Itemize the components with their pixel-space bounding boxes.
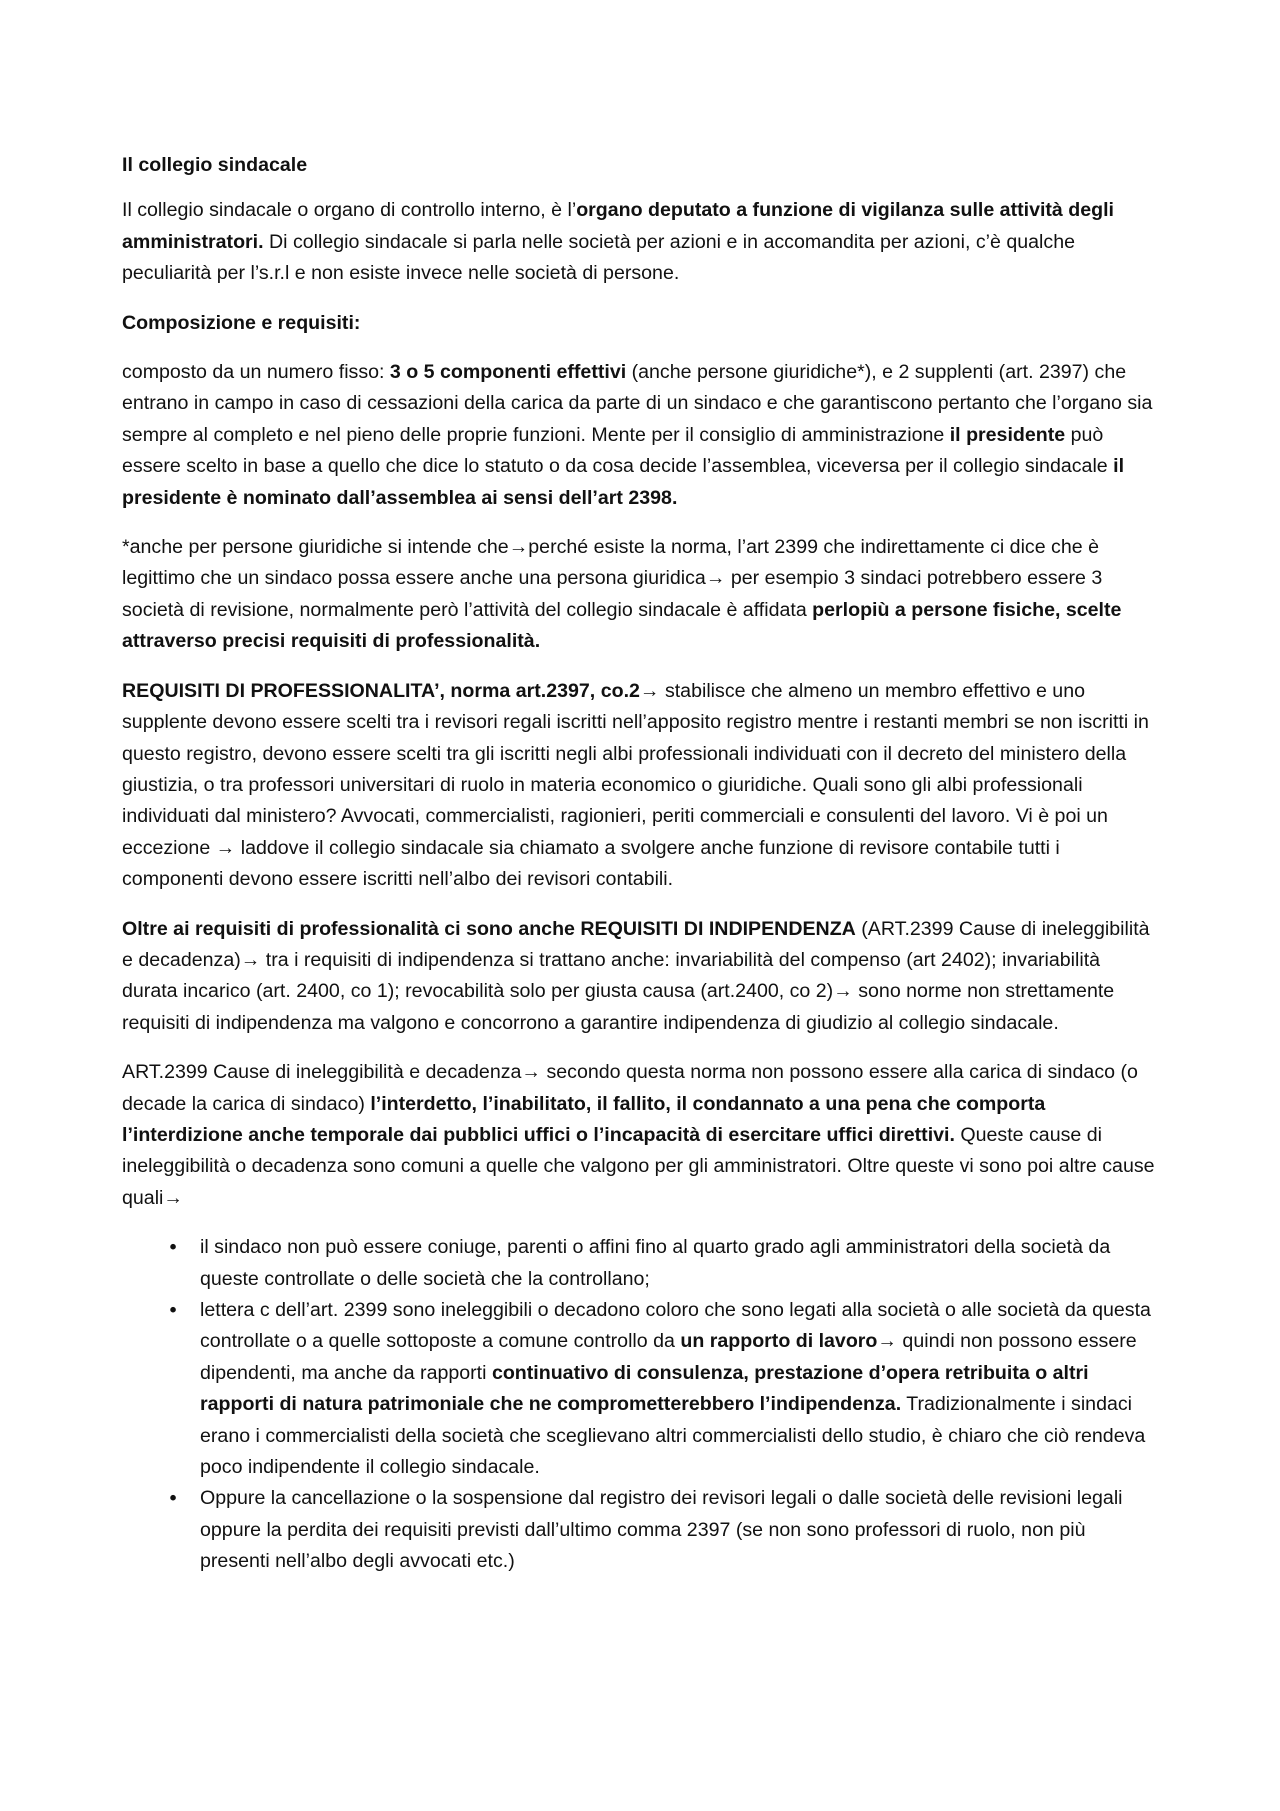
paragraph-composizione [122, 357, 1160, 514]
text-run: il sindaco non può essere coniuge, parenti o affini fino al quarto grado agli amministratori della società da queste controllate o delle società che la controllano; [200, 1236, 1111, 1290]
text-run: → quindi non possono essere dipendenti, ma anche da rapporti [200, 1330, 1137, 1384]
paragraph-ineleggibilita [122, 1057, 1160, 1214]
text-run: Oppure la cancellazione o la sospensione dal registro dei revisori legali o dalle società delle revisioni legali oppure la perdita dei requisiti previsti dall’ultimo comma 2397 (se non sono professori di ruolo, non più presenti nell’albo degli avvocati etc.) [200, 1487, 1123, 1573]
text-run: Queste cause di ineleggibilità o decadenza sono comuni a quelle che valgono per gli amministratori. Oltre queste vi sono poi altre cause quali→ [122, 1123, 1155, 1209]
bold-run: il presidente [949, 423, 1066, 446]
bullet-list [122, 1232, 1160, 1577]
bold-run: organo deputato a funzione di vigilanza sulle attività degli amministratori. [122, 199, 1114, 253]
bullet-icon: • [169, 1299, 177, 1321]
text-run: Il collegio sindacale o organo di controllo interno, è l’ [122, 199, 577, 222]
text-run: (anche persone giuridiche*), e 2 supplenti (art. 2397) che entrano in campo in caso di cessazioni della carica da parte di un sindaco e che garantiscono pertanto che l’organo sia sempre al completo e nel pieno delle proprie funzioni. Mente per il consiglio di amministrazione [122, 361, 1153, 446]
bold-run: continuativo di consulenza, prestazione d’opera retribuita o altri rapporti di natura patrimoniale che ne comprometterebbero l’indipendenza. [200, 1361, 1089, 1416]
bold-run: 3 o 5 componenti effettivi [389, 361, 627, 384]
paragraph-professionalita [122, 676, 1160, 896]
page-title: Il collegio sindacale [122, 154, 308, 176]
paragraph-intro [122, 195, 1160, 289]
bold-run: REQUISITI DI PROFESSIONALITA’, norma art.2397, co.2→ [122, 679, 660, 702]
text-run: *anche per persone giuridiche si intende che→perché esiste la norma, l’art 2399 che indirettamente ci dice che è legittimo che un sindaco possa essere anche una persona giuridica→ per esempio 3 sindaci potrebbero essere 3 società di revisione, normalmente però l’attività del collegio sindacale è affidata [122, 536, 1103, 621]
text-run: (ART.2399 Cause di ineleggibilità e decadenza)→ tra i requisiti di indipendenza si trattano anche: invariabilità del compenso (art 2402); invariabilità durata incarico (art. 2400, co 1); revocabilità solo per giusta causa (art.2400, co 2)→ sono norme non strettamente requisiti di indipendenza ma valgono e concorrono a garantire indipendenza di giudizio al collegio sindacale. [122, 917, 1150, 1034]
text-run: può essere scelto in base a quello che dice lo statuto o da cosa decide l’assemblea, viceversa per il collegio sindacale [122, 423, 1114, 478]
text-run: Di collegio sindacale si parla nelle società per azioni e in accomandita per azioni, c’è qualche peculiarità per l’s.r.l e non esiste invece nelle società di persone. [122, 230, 1075, 285]
text-run: stabilisce che almeno un membro effettivo e uno supplente devono essere scelti tra i revisori regali iscritti nell’apposito registro mentre i restanti membri se non iscritti in questo registro, devono essere scelti tra gli iscritti negli albi professionali individuati con il decreto del ministero della giustizia, o tra professori universitari di ruolo in materia economico o giuridiche. Quali sono gli albi professionali individuati dal ministero? Avvocati, commercialisti, ragionieri, periti commerciali e consulenti del lavoro. Vi è poi un eccezione → laddove il collegio sindacale sia chiamato a svolgere anche funzione di revisore contabile tutti i componenti devono essere iscritti nell’albo dei revisori contabili. [122, 679, 1149, 891]
bold-run: il presidente è nominato dall’assemblea ai sensi dell’art 2398. [122, 455, 1125, 509]
bullet-icon: • [169, 1487, 177, 1510]
paragraph-indipendenza [122, 914, 1160, 1040]
bold-run: perlopiù a persone fisiche, scelte attraverso precisi requisiti di professionalità. [122, 598, 1122, 653]
bold-run: Oltre ai requisiti di professionalità ci sono anche REQUISITI DI INDIPENDENZA [122, 917, 856, 940]
list-item [122, 1295, 1160, 1483]
list-item [122, 1232, 1160, 1295]
bold-run: un rapporto di lavoro [680, 1330, 878, 1353]
text-run: ART.2399 Cause di ineleggibilità e decadenza→ secondo questa norma non possono essere alla carica di sindaco (o decade la carica di sindaco) [122, 1061, 1138, 1115]
paragraph-persone-giuridiche [122, 532, 1160, 658]
bullet-icon: • [169, 1236, 177, 1259]
list-item [122, 1483, 1160, 1577]
bold-run: l’interdetto, l’inabilitato, il fallito, il condannato a una pena che comporta l’interdizione anche temporale dai pubblici uffici o l’incapacità di esercitare uffici direttivi. [122, 1092, 1046, 1146]
section-heading-composizione: Composizione e requisiti: [122, 311, 361, 334]
text-run: composto da un numero fisso: [122, 361, 390, 384]
text-run: lettera c dell’art. 2399 sono ineleggibili o decadono coloro che sono legati alla società o alle società da questa controllate o a quelle sottoposte a comune controllo da [200, 1299, 1151, 1353]
text-run: Tradizionalmente i sindaci erano i commercialisti della società che sceglievano altri commercialisti dello studio, è chiaro che ciò rendeva poco indipendente il collegio sindacale. [200, 1393, 1146, 1479]
